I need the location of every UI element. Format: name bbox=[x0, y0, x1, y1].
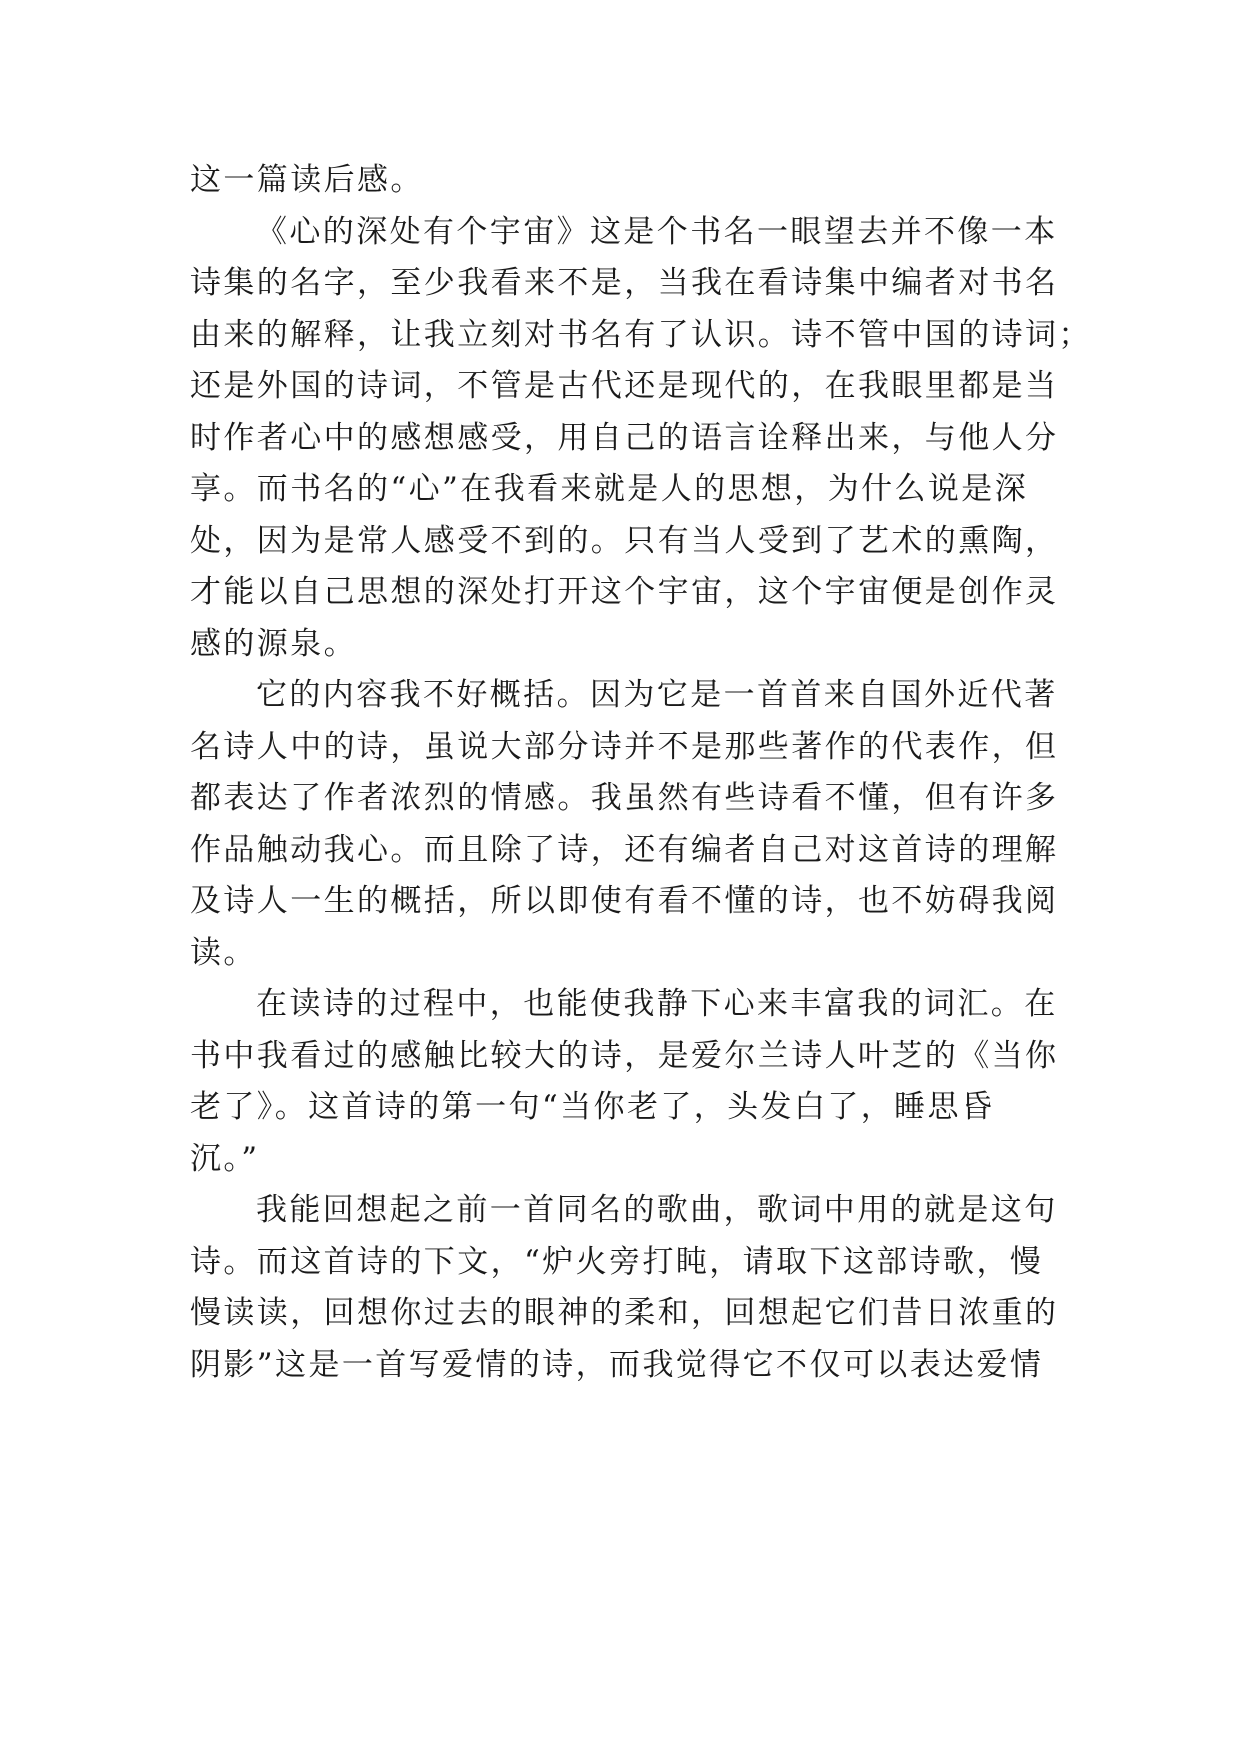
document-body bbox=[190, 155, 1092, 1391]
text-line: 沉。” bbox=[190, 1140, 260, 1177]
text-line: 在读诗的过程中，也能使我静下心来丰富我的词汇。在 bbox=[256, 986, 1058, 1022]
text-line: 慢读读，回想你过去的眼神的柔和，回想起它们昔日浓重的 bbox=[190, 1295, 1059, 1331]
text-line: 我能回想起之前一首同名的歌曲，歌词中用的就是这句 bbox=[256, 1192, 1058, 1228]
text-line: 时作者心中的感想感受，用自己的语言诠释出来，与他人分 bbox=[190, 419, 1059, 456]
text-line: 处，因为是常人感受不到的。只有当人受到了艺术的熏陶， bbox=[190, 522, 1059, 559]
text-line: 感的源泉。 bbox=[190, 625, 357, 662]
text-line: 它的内容我不好概括。因为它是一首首来自国外近代著 bbox=[256, 677, 1058, 713]
text-line: 都表达了作者浓烈的情感。我虽然有些诗看不懂，但有许多 bbox=[190, 780, 1059, 816]
text-line: 《心的深处有个宇宙》这是个书名一眼望去并不像一本 bbox=[256, 213, 1058, 250]
text-line: 这一篇读后感。 bbox=[190, 162, 424, 198]
text-line: 阴影”这是一首写爱情的诗，而我觉得它不仅可以表达爱情 bbox=[190, 1346, 1044, 1383]
text-line: 诗集的名字，至少我看来不是，当我在看诗集中编者对书名 bbox=[190, 265, 1059, 301]
text-line: 作品触动我心。而且除了诗，还有编者自己对这首诗的理解 bbox=[190, 831, 1059, 868]
text-line: 读。 bbox=[190, 934, 257, 971]
text-line: 老了》。这首诗的第一句“当你老了，头发白了，睡思昏 bbox=[190, 1089, 995, 1125]
text-line: 诗。而这首诗的下文，“炉火旁打盹，请取下这部诗歌，慢 bbox=[190, 1243, 1044, 1280]
text-line: 及诗人一生的概括，所以即使有看不懂的诗，也不妨碍我阅 bbox=[190, 883, 1059, 919]
text-line: 由来的解释，让我立刻对书名有了认识。诗不管中国的诗词； bbox=[190, 316, 1092, 353]
text-line: 书中我看过的感触比较大的诗，是爱尔兰诗人叶芝的《当你 bbox=[190, 1037, 1059, 1074]
text-line: 名诗人中的诗，虽说大部分诗并不是那些著作的代表作，但 bbox=[190, 728, 1059, 765]
text-line: 享。而书名的“心”在我看来就是人的思想，为什么说是深 bbox=[190, 471, 1029, 507]
text-line: 才能以自己思想的深处打开这个宇宙，这个宇宙便是创作灵 bbox=[190, 574, 1059, 610]
text-line: 还是外国的诗词，不管是古代还是现代的，在我眼里都是当 bbox=[190, 368, 1059, 404]
